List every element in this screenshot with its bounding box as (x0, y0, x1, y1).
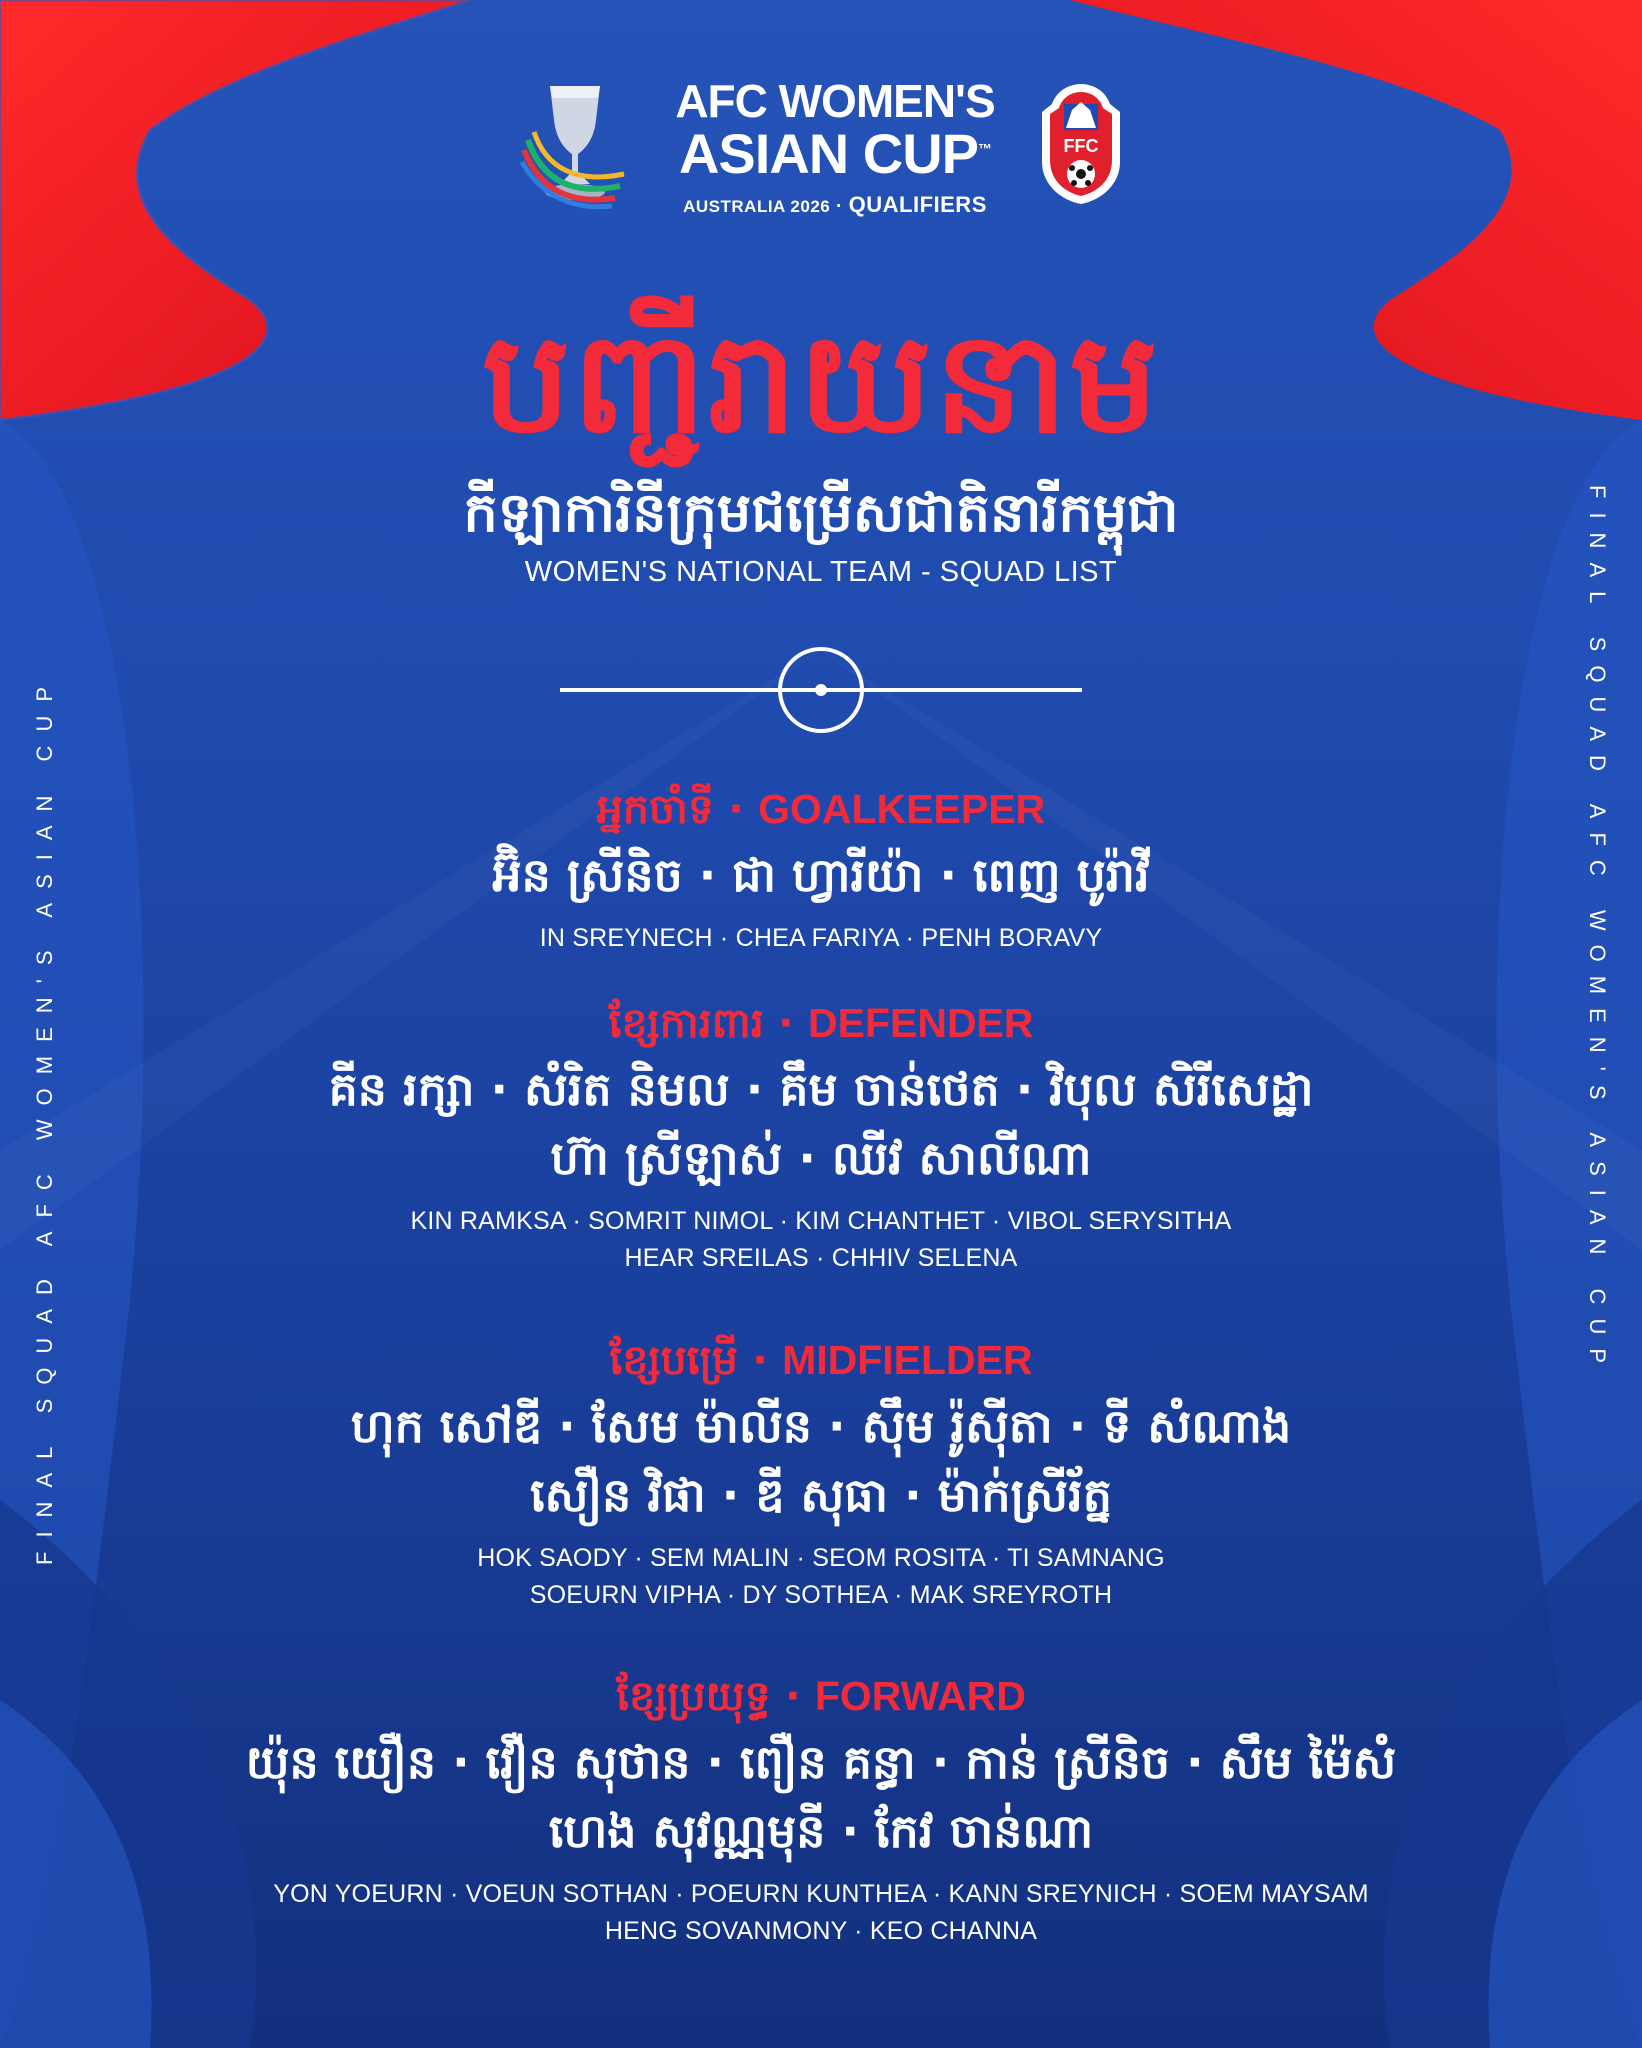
names-english-line: HOK SAODY · SEM MALIN · SEOM ROSITA · TI SAMNANG (477, 1544, 1165, 1573)
names-english (0, 920, 1642, 956)
section-heading: ខ្សែការពារ · DEFENDER (608, 999, 1034, 1047)
label-english: DEFENDER (807, 1000, 1034, 1046)
section-forward (0, 1671, 1642, 1949)
logo-line2: ASIAN CUP (678, 122, 979, 185)
ffc-crest-icon (1036, 82, 1126, 207)
side-text-left: FINAL SQUAD AFC WOMEN'S ASIAN CUP (32, 672, 57, 1565)
names-english (0, 1540, 1642, 1613)
crest-text: FFC (1063, 136, 1099, 156)
names-khmer-line: ហ៊ា ស្រីឡាស់ · ឈីវ សាលីណា (550, 1131, 1092, 1186)
names-khmer-line: សឿន វិផា · ឌី សុធា · ម៉ាក់ស្រីរ័ត្ន (530, 1468, 1112, 1523)
trademark: ™ (978, 140, 992, 157)
section-goalkeeper (0, 784, 1642, 957)
label-khmer: ខ្សែបម្រើ (609, 1336, 738, 1384)
names-english-line: YON YOEURN · VOEUN SOTHAN · POEURN KUNTHEA · KANN SREYNICH · SOEM MAYSAM (273, 1880, 1369, 1909)
page-title: បញ្ជីរាយនាម (481, 302, 1161, 465)
names-khmer (0, 1728, 1642, 1866)
label-khmer: ខ្សែការពារ (608, 999, 764, 1047)
label-english: GOALKEEPER (758, 786, 1046, 832)
names-english-line: IN SREYNECH · CHEA FARIYA · PENH BORAVY (539, 924, 1103, 953)
side-text-right: FINAL SQUAD AFC WOMEN'S ASIAN CUP (1585, 485, 1610, 1378)
logo-subline (650, 194, 1020, 216)
names-english-line: KIN RAMKSA · SOMRIT NIMOL · KIM CHANTHET · VIBOL SERYSITHA (410, 1207, 1232, 1236)
label-khmer: អ្នកចាំទី (596, 785, 714, 833)
subtitle-english: WOMEN'S NATIONAL TEAM - SQUAD LIST (524, 556, 1118, 588)
subtitle-khmer: កីឡាការិនីក្រុមជម្រើសជាតិនារីកម្ពុជា (463, 481, 1179, 544)
names-khmer-line: យ៉ុន យឿន · វឿន សុថាន · ពឿន គន្ធា · កាន់ ស្រីនិច · សឹម ម៉ៃសំ (245, 1735, 1397, 1790)
names-khmer (0, 841, 1642, 910)
edition-label: AUSTRALIA 2026 (683, 197, 831, 216)
names-khmer-line: ហេង សុវណ្ណមុនី · កែវ ចាន់ណា (548, 1804, 1094, 1859)
label-english: MIDFIELDER (782, 1337, 1033, 1383)
names-english (0, 1876, 1642, 1949)
names-english-line: HENG SOVANMONY · KEO CHANNA (604, 1916, 1038, 1945)
names-khmer (0, 1392, 1642, 1530)
section-heading: ខ្សែបម្រើ · MIDFIELDER (609, 1336, 1033, 1384)
names-english-line: HEAR SREILAS · CHHIV SELENA (624, 1243, 1018, 1272)
names-khmer-line: អ៊ិន ស្រីនិច · ជា ហ្វារីយ៉ា · ពេញ បូរ៉ាវី (492, 848, 1150, 903)
section-heading: អ្នកចាំទី · GOALKEEPER (596, 785, 1046, 833)
pitch-divider-icon (560, 645, 1082, 735)
names-khmer (0, 1055, 1642, 1193)
label-english: FORWARD (814, 1673, 1026, 1719)
names-english (0, 1203, 1642, 1276)
trophy-icon (520, 80, 630, 210)
names-khmer-line: គីន រក្សា · សំរិត និមល · គឹម ចាន់ថេត · វិបុល សិរីសេដ្ឋា (328, 1062, 1314, 1117)
stage-label: QUALIFIERS (848, 192, 987, 217)
label-khmer: ខ្សែប្រយុទ្ធ (616, 1672, 771, 1720)
afc-wordmark (650, 75, 1020, 217)
section-midfielder (0, 1335, 1642, 1613)
edition-separator: · (836, 196, 843, 217)
logo-line1: AFC WOMEN'S (675, 75, 995, 127)
section-heading: ខ្សែប្រយុទ្ធ · FORWARD (616, 1672, 1026, 1720)
section-defender (0, 998, 1642, 1276)
header (0, 72, 1642, 217)
names-khmer-line: ហុក សៅឌី · សែម ម៉ាលីន · ស៊ឹម រ៉ូស៊ីតា · ទី សំណាង (350, 1399, 1292, 1454)
names-english-line: SOEURN VIPHA · DY SOTHEA · MAK SREYROTH (529, 1580, 1113, 1609)
